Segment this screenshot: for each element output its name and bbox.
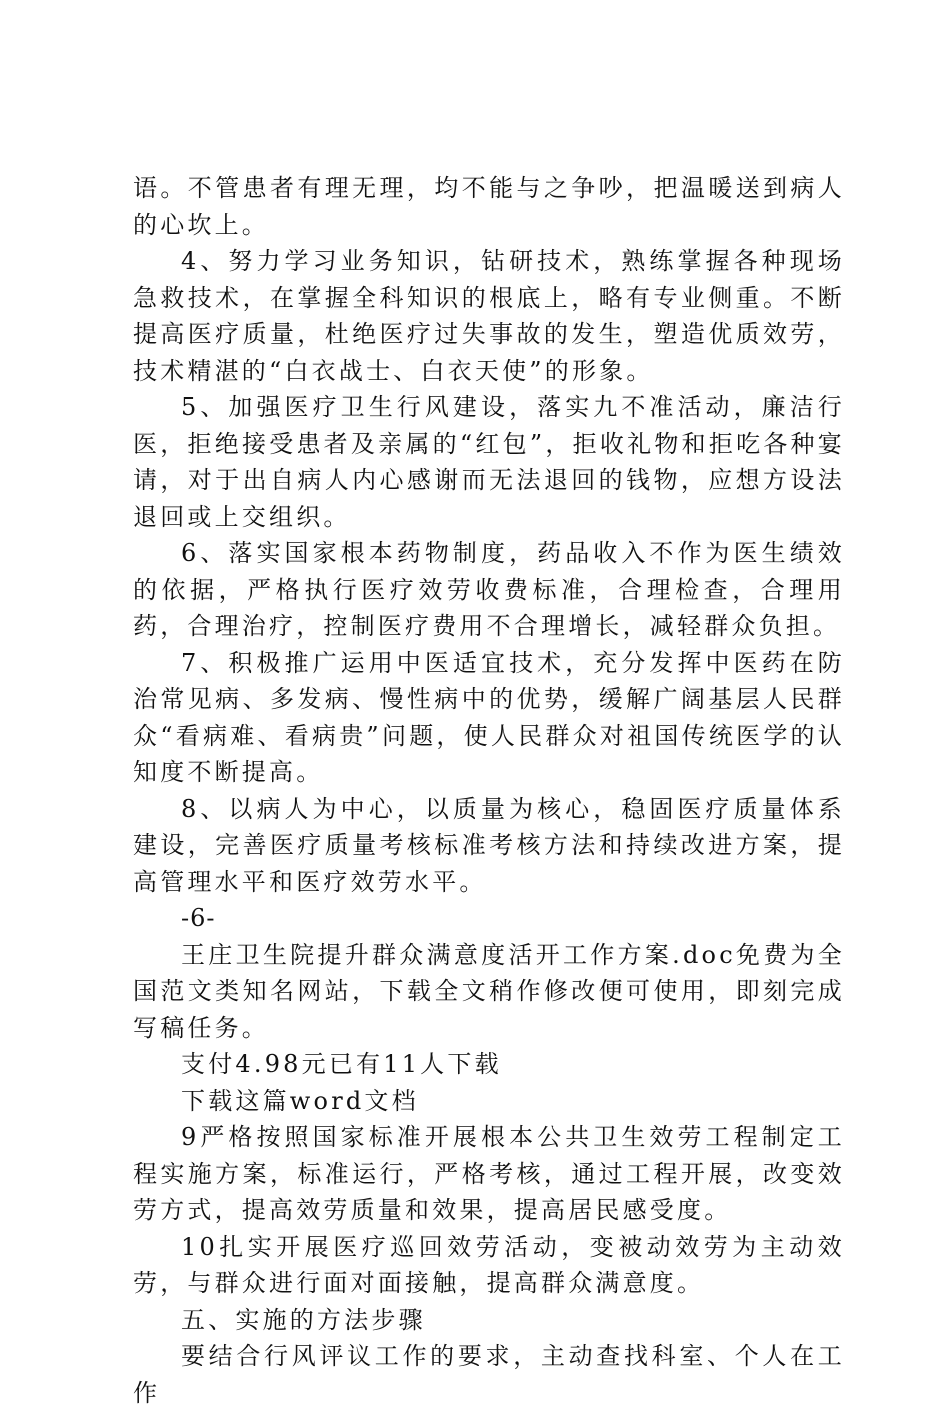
paragraph-item-8: 8、以病人为中心，以质量为核心，稳固医疗质量体系建设，完善医疗质量考核标准考核方法和持续改进方案，提高管理水平和医疗效劳水平。 bbox=[133, 794, 845, 896]
download-promo-text: 王庄卫生院提升群众满意度活开工作方案.doc免费为全国范文类知名网站，下载全文稍作修改便可使用，即刻完成写稿任务。 bbox=[133, 940, 845, 1042]
paragraph-item-7: 7、积极推广运用中医适宜技术，充分发挥中医药在防治常见病、多发病、慢性病中的优势，缓解广阔基层人民群众“看病难、看病贵”问题，使人民群众对祖国传统医学的认知度不断提高。 bbox=[133, 648, 845, 786]
paragraph-item-9: 9严格按照国家标准开展根本公共卫生效劳工程制定工程实施方案，标准运行，严格考核，通过工程开展，改变效劳方式，提高效劳质量和效果，提高居民感受度。 bbox=[133, 1123, 845, 1224]
paragraph-item-5: 5、加强医疗卫生行风建设，落实九不准活动，廉洁行医，拒绝接受患者及亲属的“红包”，拒收礼物和拒吃各种宴请，对于出自病人内心感谢而无法退回的钱物，应想方设法退回或上交组织。 bbox=[133, 393, 845, 531]
document-body bbox=[133, 170, 845, 1411]
section-heading: 五、实施的方法步骤 bbox=[181, 1305, 426, 1334]
paragraph-section-intro: 要结合行风评议工作的要求，主动查找科室、个人在工作 bbox=[133, 1342, 845, 1407]
payment-info: 支付4.98元已有11人下载 bbox=[181, 1050, 502, 1078]
page-number: -6- bbox=[181, 904, 216, 932]
download-word-link[interactable]: 下载这篇word文档 bbox=[181, 1086, 419, 1115]
paragraph-item-10: 10扎实开展医疗巡回效劳活动，变被动效劳为主动效劳，与群众进行面对面接触，提高群众满意度。 bbox=[133, 1232, 845, 1297]
paragraph-item-6: 6、落实国家根本药物制度，药品收入不作为医生绩效的依据，严格执行医疗效劳收费标准，合理检查，合理用药，合理治疗，控制医疗费用不合理增长，减轻群众负担。 bbox=[133, 539, 845, 640]
paragraph-item-4: 4、努力学习业务知识，钻研技术，熟练掌握各种现场急救技术，在掌握全科知识的根底上，略有专业侧重。不断提高医疗质量，杜绝医疗过失事故的发生，塑造优质效劳，技术精湛的“白衣战士、白衣天使”的形象。 bbox=[133, 247, 845, 385]
paragraph-continuation: 语。不管患者有理无理，均不能与之争吵，把温暖送到病人的心坎上。 bbox=[133, 174, 845, 239]
